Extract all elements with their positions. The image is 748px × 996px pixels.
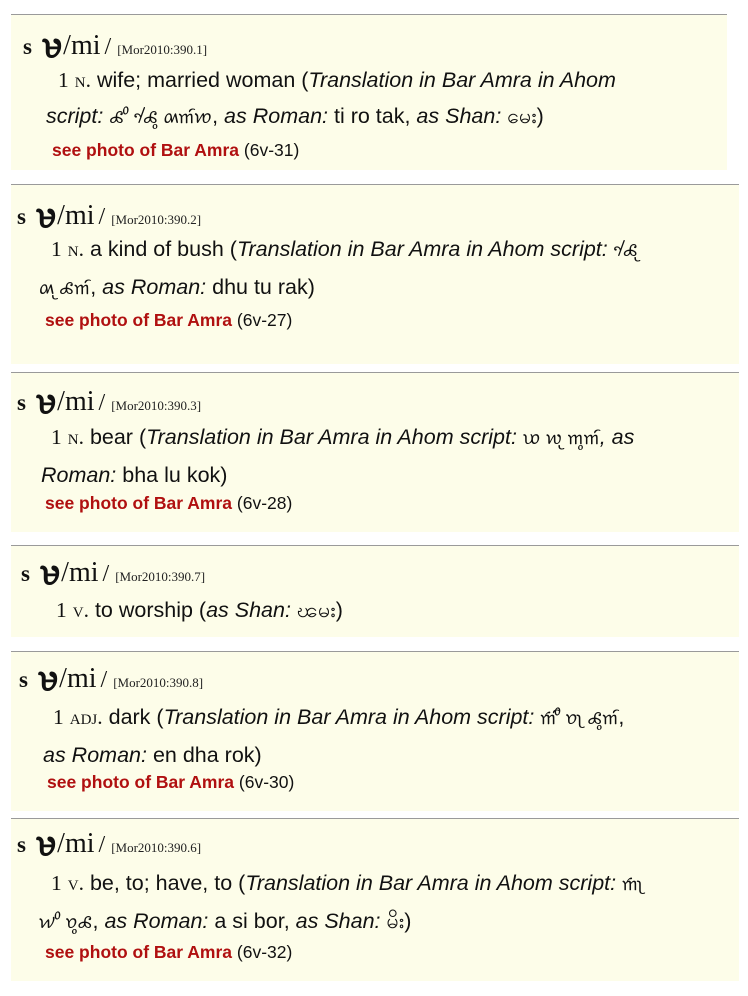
shan-value: မေး): [501, 104, 544, 128]
reference: [Mor2010:390.8]: [113, 675, 204, 690]
translation-label: Translation in Bar Amra in Ahom script:: [236, 237, 608, 261]
romanized-headword: /mi: [63, 30, 101, 61]
source-tag: s: [21, 561, 30, 586]
source-tag: s: [17, 204, 26, 229]
photo-ref: (6v-28): [236, 493, 293, 513]
roman-value: ti ro tak,: [328, 104, 417, 128]
roman-label: as Roman:: [102, 275, 207, 299]
source-tag: s: [23, 34, 32, 59]
definition: [43, 699, 738, 773]
gloss: be, to; have, to (: [89, 871, 246, 895]
part-of-speech: n.: [67, 425, 84, 449]
romanized-headword: /mi: [57, 828, 95, 859]
photo-line: [52, 140, 299, 161]
see-photo-link[interactable]: see photo of Bar Amra: [45, 942, 233, 962]
ahom-headword-glyph: 𑜉: [39, 554, 62, 592]
photo-ref: (6v-32): [236, 942, 293, 962]
sense-number: 1: [51, 425, 62, 449]
romanized-headword: /mi: [61, 557, 99, 588]
translation-label: Translation in Bar Amra in Ahom: [308, 68, 616, 92]
photo-ref: (6v-27): [236, 310, 293, 330]
sense-number: 1: [51, 237, 62, 261]
roman-label: as Roman:: [43, 743, 147, 767]
see-photo-link[interactable]: see photo of Bar Amra: [45, 310, 233, 330]
translation-label: Translation in Bar Amra in Ahom script:: [245, 871, 617, 895]
gloss: a kind of bush (: [89, 237, 237, 261]
slash: /: [104, 34, 112, 60]
gloss: bear (: [89, 425, 147, 449]
definition: [41, 419, 736, 493]
sense-number: 1: [56, 598, 67, 622]
photo-line: [45, 942, 292, 963]
photo-line: [45, 310, 292, 331]
gloss: dark (: [108, 705, 164, 729]
shan-value: ၽမး): [290, 598, 343, 622]
entry-4: [11, 545, 739, 637]
roman-value: dhu tu rak): [206, 275, 315, 299]
slash: /: [98, 832, 106, 858]
divider: [11, 545, 739, 546]
shan-label: as Shan:: [206, 598, 291, 622]
sense-number: 1: [51, 871, 62, 895]
roman-label: Roman:: [41, 463, 117, 487]
ahom-headword-glyph: 𑜉: [35, 197, 58, 235]
source-tag: s: [17, 390, 26, 415]
part-of-speech: n.: [67, 237, 84, 261]
translation-label: Translation in Bar Amra in Ahom script:: [146, 425, 517, 449]
photo-ref: (6v-31): [243, 140, 300, 160]
ahom-translation-cont: 𑜏𑜢 𑜈𑜨𑜍: [39, 913, 93, 933]
ahom-headword-glyph: 𑜉: [35, 825, 58, 863]
ahom-headword-glyph: 𑜉: [41, 27, 64, 65]
reference: [Mor2010:390.7]: [115, 569, 206, 584]
divider: [11, 372, 739, 373]
roman-label-start: , as: [599, 425, 635, 449]
roman-value: a si bor,: [208, 909, 296, 933]
definition: [46, 62, 716, 136]
photo-line: [45, 493, 292, 514]
part-of-speech: v.: [67, 871, 84, 895]
sense-number: 1: [58, 68, 69, 92]
reference: [Mor2010:390.6]: [111, 840, 202, 855]
slash: /: [98, 204, 106, 230]
script-label: script:: [46, 104, 104, 128]
shan-label: as Shan:: [295, 909, 381, 933]
translation-label: Translation in Bar Amra in Ahom script:: [163, 705, 535, 729]
roman-value: en dha rok): [146, 743, 262, 767]
gloss: to worship (: [94, 598, 207, 622]
entry-1: [11, 14, 727, 170]
roman-value: bha lu kok): [116, 463, 228, 487]
separator: ,: [212, 104, 225, 128]
ahom-translation: 𑜍𑜦𑜤: [613, 241, 638, 261]
photo-line: [47, 772, 294, 793]
slash: /: [102, 561, 110, 587]
separator: ,: [90, 275, 103, 299]
ahom-headword-glyph: 𑜉: [35, 383, 58, 421]
definition: [56, 592, 726, 628]
ahom-translation-cont: 𑜄𑜤 𑜍𑜀𑜫: [39, 279, 91, 299]
divider: [11, 818, 739, 819]
separator: ,: [618, 705, 625, 729]
see-photo-link[interactable]: see photo of Bar Amra: [47, 772, 235, 792]
photo-ref: (6v-30): [238, 772, 295, 792]
entry-3: [11, 372, 739, 532]
gloss: wife; married woman (: [96, 68, 309, 92]
entry-5: [11, 651, 739, 811]
romanized-headword: /mi: [57, 386, 95, 417]
part-of-speech: v.: [72, 598, 89, 622]
see-photo-link[interactable]: see photo of Bar Amra: [45, 493, 233, 513]
shan-label: as Shan:: [416, 104, 502, 128]
divider: [11, 651, 739, 652]
source-tag: s: [19, 667, 28, 692]
roman-label: as Roman:: [104, 909, 209, 933]
divider: [11, 184, 739, 185]
entry-2: [11, 184, 739, 364]
romanized-headword: /mi: [57, 200, 95, 231]
entry-6: [11, 818, 739, 981]
reference: [Mor2010:390.2]: [111, 212, 202, 227]
ahom-headword-glyph: 𑜉: [37, 660, 60, 698]
separator: ,: [92, 909, 105, 933]
reference: [Mor2010:390.3]: [111, 398, 202, 413]
roman-label: as Roman:: [224, 104, 328, 128]
ahom-translation: 𑜒𑜡: [622, 875, 643, 895]
slash: /: [100, 667, 108, 693]
slash: /: [98, 390, 106, 416]
reference: [Mor2010:390.1]: [117, 42, 208, 57]
part-of-speech: n.: [74, 68, 91, 92]
divider: [11, 14, 727, 15]
definition: [39, 865, 734, 941]
sense-number: 1: [53, 705, 64, 729]
romanized-headword: /mi: [59, 663, 97, 694]
ahom-translation: 𑜍𑜢 𑜍𑜦𑜨 𑜄𑜀𑜫𑜋: [109, 108, 213, 128]
see-photo-link[interactable]: see photo of Bar Amra: [52, 140, 240, 160]
source-tag: s: [17, 832, 26, 857]
definition: [39, 231, 734, 307]
shan-value: မိး): [380, 909, 412, 933]
ahom-translation: 𑜒𑜢𑜫 𑜈𑜡 𑜍𑜨𑜀𑜫: [540, 709, 619, 729]
ahom-translation: 𑜇 𑜎𑜤 𑜀𑜨𑜀𑜫: [522, 429, 600, 449]
part-of-speech: adj.: [69, 705, 103, 729]
